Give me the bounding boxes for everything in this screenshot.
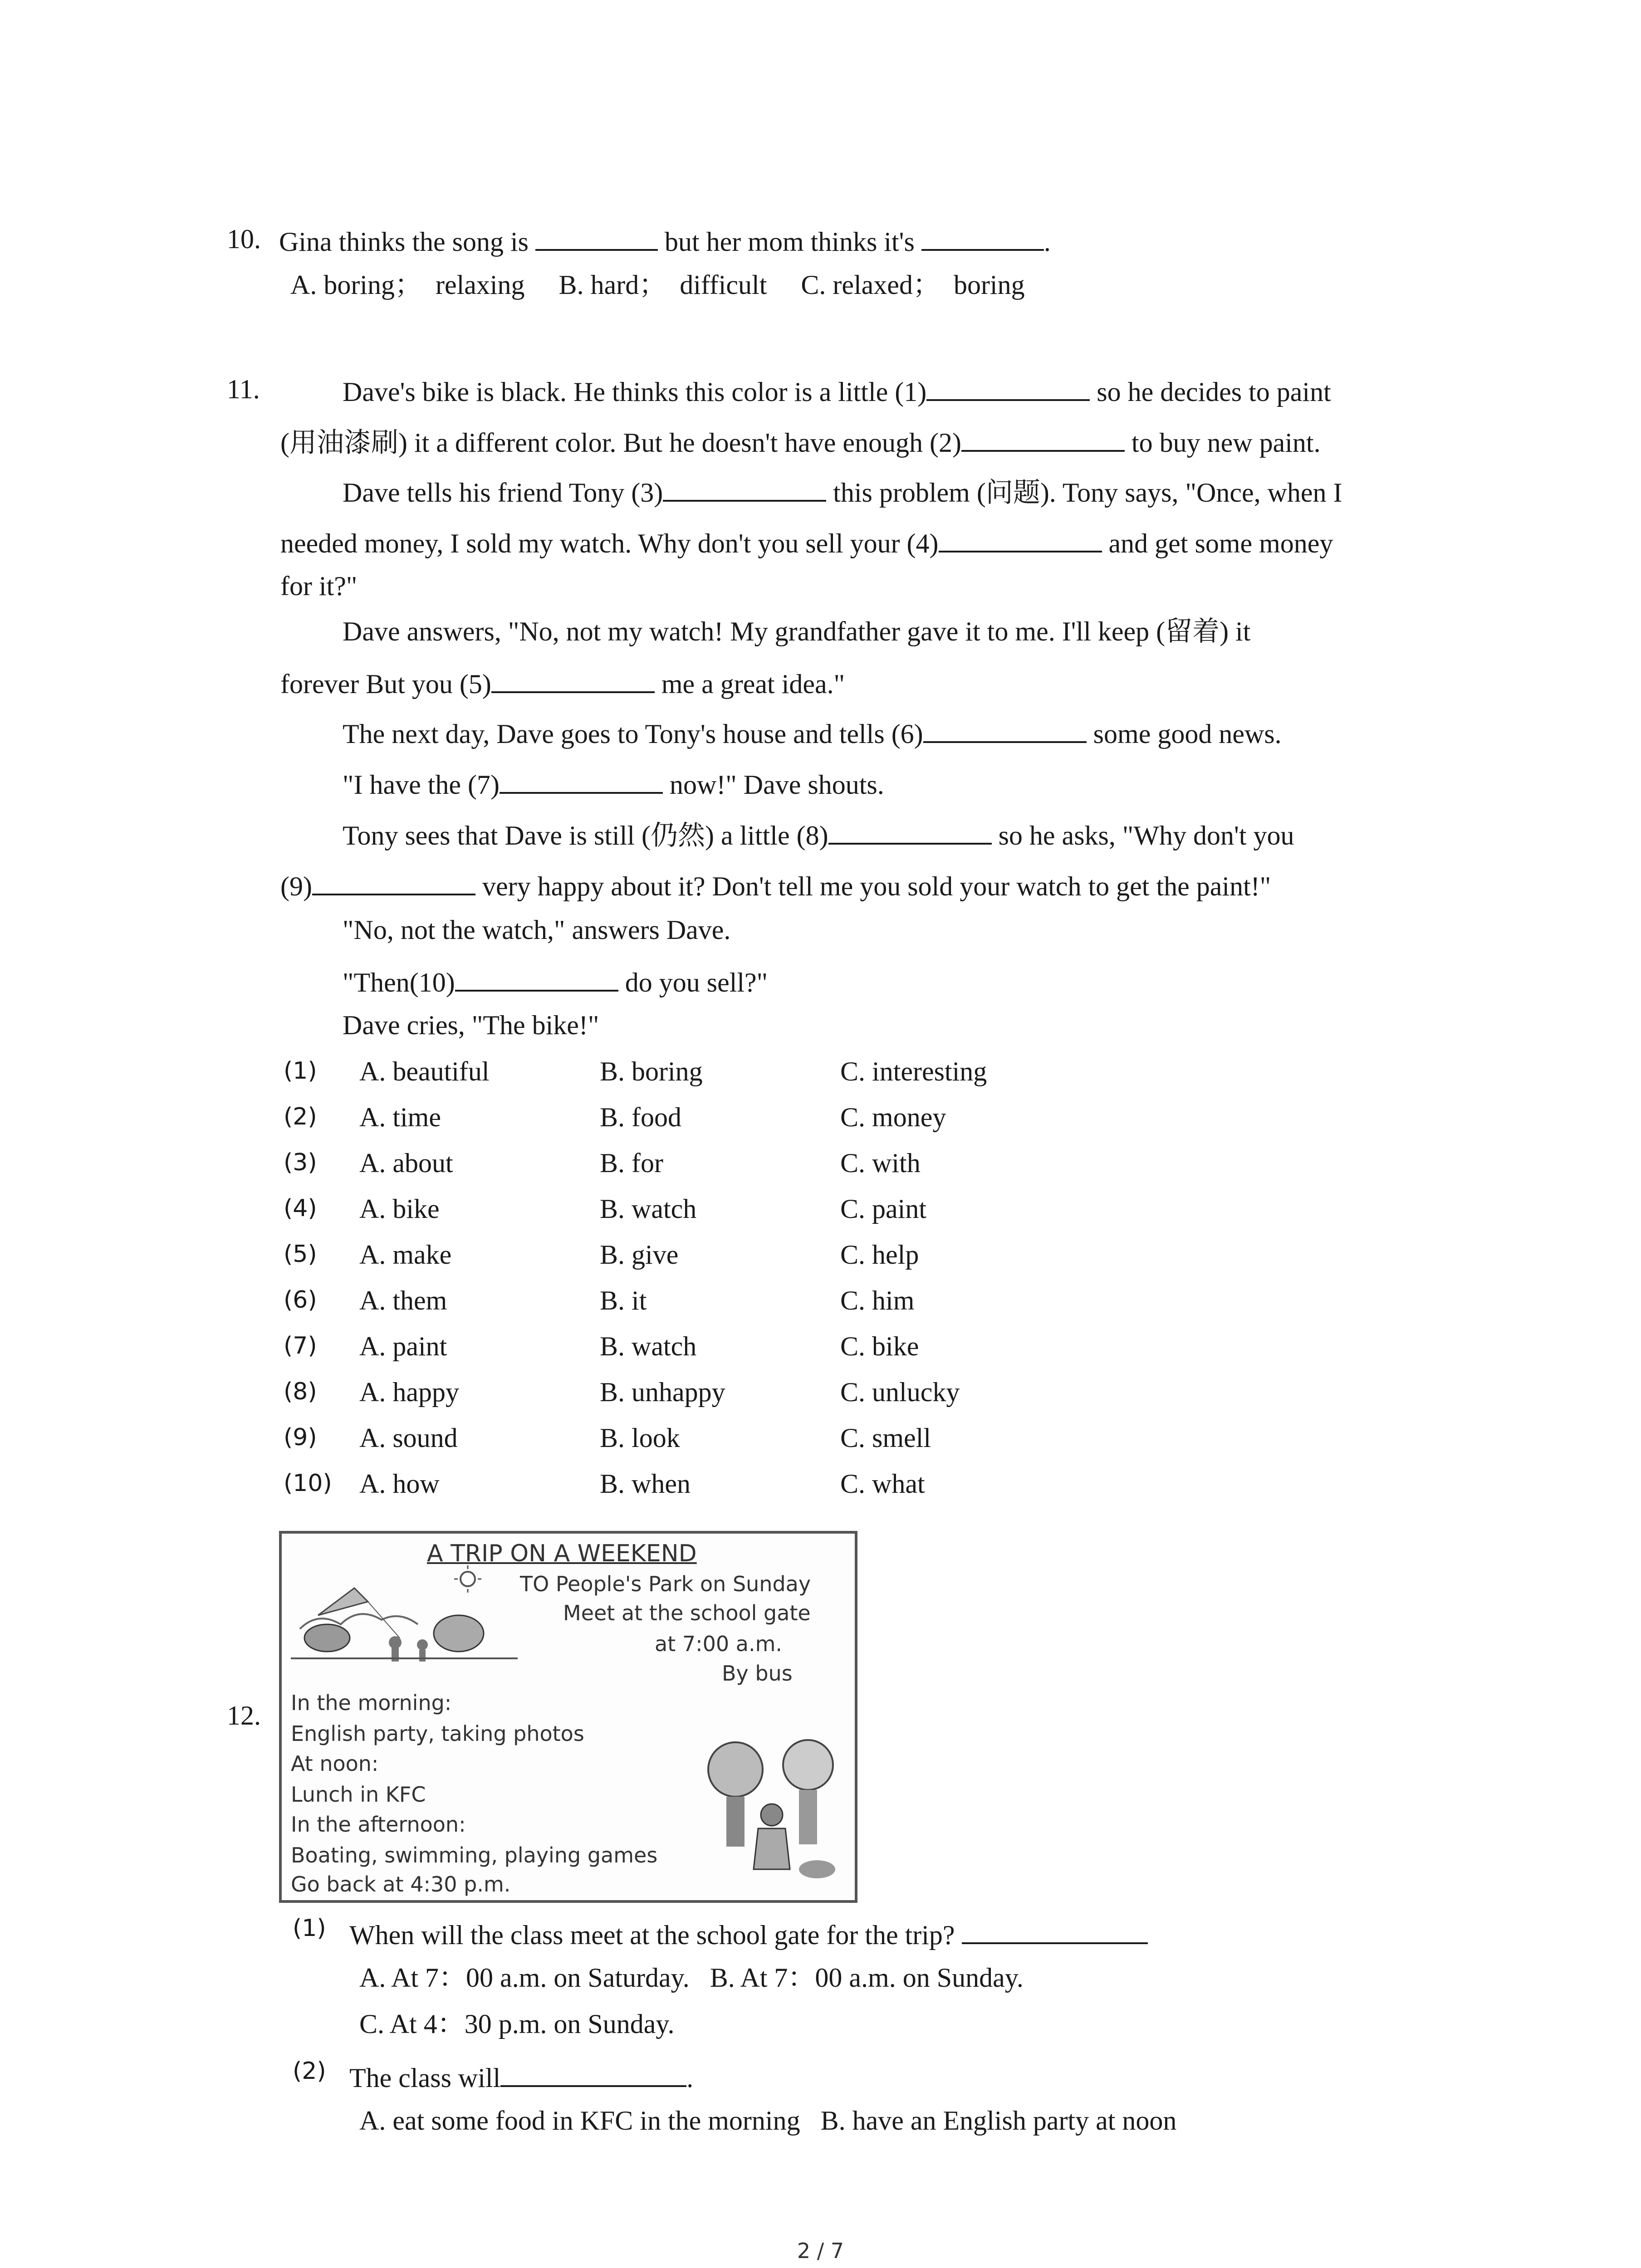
choice-number: (7) <box>284 1332 317 1359</box>
sub-question-options: A. eat some food in KFC in the morning B. have an English party at noon <box>359 2106 1177 2136</box>
trip-poster <box>279 1531 857 1903</box>
option-b[interactable]: B. watch <box>600 1194 697 1224</box>
answer-blank[interactable] <box>663 476 826 502</box>
option-c[interactable]: C. with <box>840 1148 921 1178</box>
passage-line: (用油漆刷) it a different color. But he doesn't have enough (2) to buy new paint. <box>280 426 1321 456</box>
option-c[interactable]: C. bike <box>840 1331 919 1361</box>
passage-line: (9) very happy about it? Don't tell me you sold your watch to get the paint!" <box>280 870 1271 900</box>
question-number: 12. <box>227 1701 261 1730</box>
passage-line: The next day, Dave goes to Tony's house and tells (6) some good news. <box>343 718 1282 748</box>
question-number: 11. <box>227 374 260 404</box>
passage-line: Tony sees that Dave is still (仍然) a little (8) so he asks, "Why don't you <box>343 819 1294 849</box>
option-a[interactable]: A. them <box>359 1286 447 1315</box>
option-a[interactable]: A. bike <box>359 1194 440 1224</box>
answer-blank[interactable] <box>491 668 655 693</box>
poster-meeting-place: Meet at the school gate <box>563 1601 811 1625</box>
question-number: 10. <box>227 224 261 254</box>
option-b[interactable]: B. watch <box>600 1331 697 1361</box>
sub-question-stem: When will the class meet at the school gate for the trip? <box>349 1919 1148 1949</box>
poster-meeting-time: at 7:00 a.m. <box>655 1632 783 1656</box>
choice-number: (9) <box>284 1424 317 1451</box>
option-b[interactable]: B. it <box>600 1286 647 1315</box>
poster-morning-activities: English party, taking photos <box>291 1721 584 1746</box>
passage-line: Dave cries, "The bike!" <box>343 1010 599 1040</box>
sub-question-number: (1) <box>293 1915 326 1942</box>
option-a[interactable]: A. paint <box>359 1331 447 1361</box>
option-c[interactable]: C. help <box>840 1240 919 1270</box>
option-a[interactable]: A. sound <box>359 1423 458 1453</box>
option-b[interactable]: B. when <box>600 1469 691 1499</box>
kite-scene-illustration <box>291 1561 518 1665</box>
option-b[interactable]: B. boring <box>600 1056 703 1086</box>
answer-blank[interactable] <box>923 718 1087 743</box>
choice-number: (5) <box>284 1241 317 1268</box>
passage-line: for it?" <box>280 571 358 601</box>
option-c[interactable]: C. him <box>840 1286 915 1315</box>
option-b[interactable]: B. look <box>600 1423 680 1453</box>
poster-destination: TO People's Park on Sunday <box>520 1572 811 1596</box>
question-options: A. boring； relaxing B. hard； difficult C. relaxed； boring <box>290 270 1025 300</box>
children-illustration <box>699 1738 844 1887</box>
passage-line: Dave answers, "No, not my watch! My grandfather gave it to me. I'll keep (留着) it <box>343 616 1251 646</box>
option-b[interactable]: B. for <box>600 1148 663 1178</box>
poster-transport: By bus <box>722 1661 793 1686</box>
answer-blank[interactable] <box>535 225 658 251</box>
option-b[interactable]: B. food <box>600 1102 681 1132</box>
sub-question-options: C. At 4：30 p.m. on Sunday. <box>359 2009 675 2039</box>
option-c[interactable]: C. unlucky <box>840 1377 960 1407</box>
answer-blank[interactable] <box>500 768 663 794</box>
option-c[interactable]: C. money <box>840 1102 946 1132</box>
answer-blank[interactable] <box>312 870 475 895</box>
option-c[interactable]: C. smell <box>840 1423 931 1453</box>
option-a[interactable]: A. happy <box>359 1377 459 1407</box>
answer-blank[interactable] <box>926 376 1090 401</box>
poster-noon-activities: Lunch in KFC <box>291 1782 426 1807</box>
answer-blank[interactable] <box>828 819 992 845</box>
sub-question-stem: The class will . <box>349 2062 693 2092</box>
question-stem: Gina thinks the song is but her mom thinks it's . <box>279 225 1051 255</box>
passage-line: Dave's bike is black. He thinks this color is a little (1) so he decides to paint <box>343 376 1331 406</box>
choice-number: (8) <box>284 1378 317 1405</box>
passage-line: "I have the (7) now!" Dave shouts. <box>343 768 884 798</box>
answer-blank[interactable] <box>921 225 1044 251</box>
passage-line: "Then(10) do you sell?" <box>343 966 768 996</box>
answer-blank[interactable] <box>961 426 1125 452</box>
option-c[interactable]: C. interesting <box>840 1056 987 1086</box>
choice-number: (1) <box>284 1057 317 1085</box>
answer-blank[interactable] <box>455 966 618 992</box>
choice-number: (4) <box>284 1195 317 1222</box>
passage-line: Dave tells his friend Tony (3) this problem (问题). Tony says, "Once, when I <box>343 476 1342 506</box>
option-c[interactable]: C. paint <box>840 1194 926 1224</box>
poster-morning-heading: In the morning: <box>291 1691 452 1715</box>
sub-question-number: (2) <box>293 2058 326 2085</box>
poster-afternoon-activities: Boating, swimming, playing games <box>291 1843 658 1867</box>
option-a[interactable]: A. about <box>359 1148 453 1178</box>
answer-blank[interactable] <box>962 1919 1148 1944</box>
passage-line: forever But you (5) me a great idea." <box>280 668 845 698</box>
poster-title: A TRIP ON A WEEKEND <box>427 1540 697 1567</box>
choice-number: (2) <box>284 1103 317 1130</box>
option-a[interactable]: A. beautiful <box>359 1056 490 1086</box>
poster-noon-heading: At noon: <box>291 1751 379 1776</box>
choice-number: (3) <box>284 1149 317 1176</box>
option-b[interactable]: B. unhappy <box>600 1377 725 1407</box>
choice-number: (10) <box>284 1470 332 1497</box>
passage-line: needed money, I sold my watch. Why don't you sell your (4) and get some money <box>280 527 1333 557</box>
poster-return-time: Go back at 4:30 p.m. <box>291 1872 511 1897</box>
option-a[interactable]: A. make <box>359 1240 452 1270</box>
answer-blank[interactable] <box>939 527 1102 552</box>
sub-question-options: A. At 7：00 a.m. on Saturday. B. At 7：00 a.m. on Sunday. <box>359 1963 1024 1993</box>
passage-line: "No, not the watch," answers Dave. <box>343 915 731 945</box>
option-b[interactable]: B. give <box>600 1240 679 1270</box>
option-a[interactable]: A. time <box>359 1102 441 1132</box>
poster-afternoon-heading: In the afternoon: <box>291 1812 466 1837</box>
page-number: 2 / 7 <box>797 2239 844 2263</box>
choice-number: (6) <box>284 1286 317 1314</box>
answer-blank[interactable] <box>500 2062 686 2087</box>
option-c[interactable]: C. what <box>840 1469 925 1499</box>
option-a[interactable]: A. how <box>359 1469 440 1499</box>
